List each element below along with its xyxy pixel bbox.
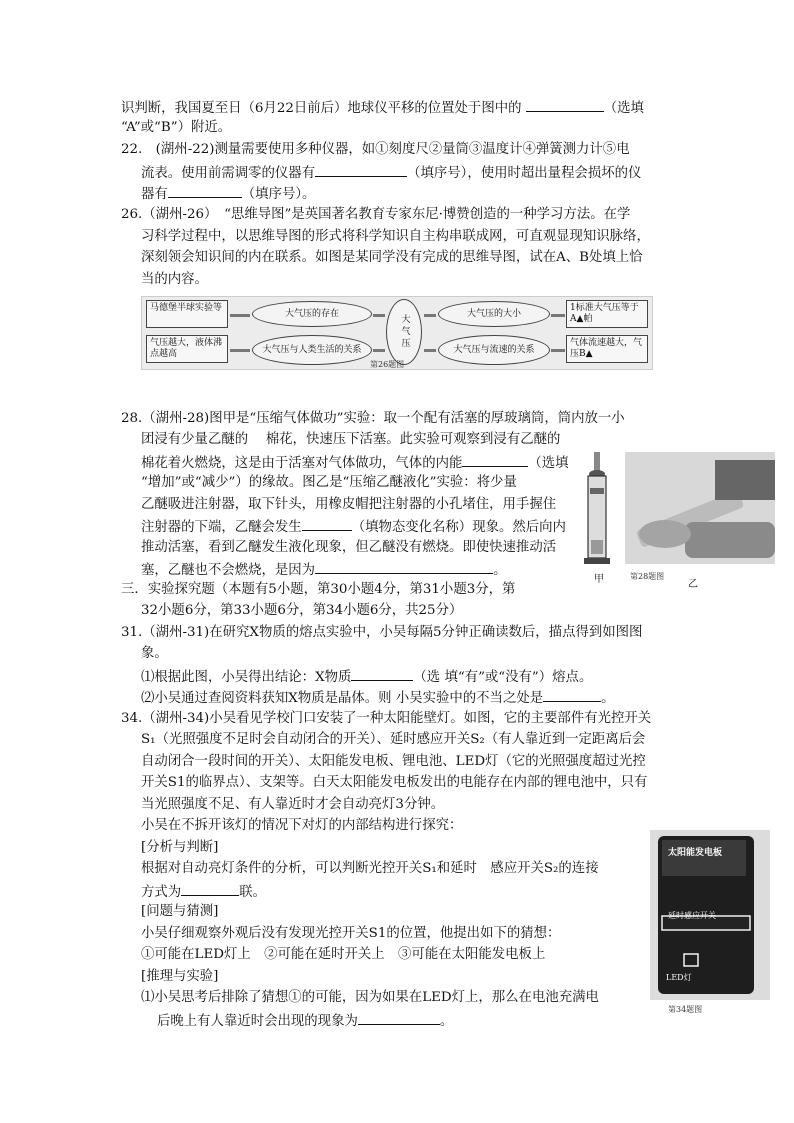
text-line: 34.（湖州-34)小吴看见学校门口安装了一种太阳能壁灯。如图，它的主要部件有光控开关 xyxy=(121,711,652,726)
arrow xyxy=(230,349,250,352)
text-line: ⑴根据此图，小吴得出结论：X物质 （选 填“有”或“没有”）熔点。 xyxy=(141,666,592,688)
text-line: 根据对自动亮灯条件的分析，可以判断光控开关S₁和延时 感应开关S₂的连接 xyxy=(141,861,599,876)
mindmap-figure xyxy=(141,296,653,370)
text-line: 识判断，我国夏至日（6月22日前后）地球仪平移的位置处于图中的 （选填 xyxy=(121,97,644,119)
text-line: 自动闭合一段时间的开关）、太阳能发电板、锂电池、LED灯（它的光照强度超过光控 xyxy=(141,754,646,769)
text-line: 小吴在不拆开该灯的情况下对灯的内部结构进行探究： xyxy=(141,818,463,833)
text-line: ⑵小吴通过查阅资料获知X物质是晶体。则 小吴实验中的不当之处是 。 xyxy=(141,687,615,709)
arrow xyxy=(230,314,250,317)
text-line: 习科学过程中，以思维导图的形式将科学知识自主构串联成网，可直观显现知识脉络， xyxy=(141,229,650,244)
mindmap-node-size: 大气压的大小 xyxy=(438,301,550,327)
mindmap-center: 大气压 xyxy=(386,299,422,365)
text-line: 22. (湖州-22)测量需要使用多种仪器，如①刻度尺②量筒③温度计④弹簧测力计⑤电 xyxy=(121,142,630,157)
text-line: 当的内容。 xyxy=(141,272,208,287)
arrow xyxy=(424,314,436,317)
text-line: 26.（湖州-26） “思维导图”是英国著名教育专家东尼·博赞创造的一种学习方法。在学 xyxy=(121,207,631,222)
label-jia: 甲 xyxy=(594,574,604,585)
text-line: 棉花着火燃烧，这是由于活塞对气体做功，气体的内能 （选填 xyxy=(141,452,569,474)
text-line: 团浸有少量乙醚的 棉花，快速压下活塞。此实验可观察到浸有乙醚的 xyxy=(141,432,561,447)
figure-caption: 第26题图 xyxy=(370,360,405,369)
arrow xyxy=(551,314,565,317)
text-line: “增加”或“减少”）的缘故。图乙是“压缩乙醚液化”实验：将少量 xyxy=(141,475,517,490)
label-yi: 乙 xyxy=(688,579,698,590)
text-line: [问题与猜测] xyxy=(141,904,219,919)
mindmap-box-right-bottom: 气体流速越大，气压B▲ xyxy=(566,335,648,363)
arrow xyxy=(424,349,436,352)
text-line: 方式为 联。 xyxy=(141,881,266,903)
arrow xyxy=(373,349,385,352)
mindmap-node-flow: 大气压与流速的关系 xyxy=(438,335,550,365)
figure-caption: 第34题图 xyxy=(668,1005,703,1014)
arrow xyxy=(551,349,565,352)
text-line: 开关S1的临界点）、支架等。白天太阳能发电板发出的电能存在内部的锂电池中，只有 xyxy=(141,775,648,790)
text-line: ⑴小吴思考后排除了猜想①的可能，因为如果在LED灯上，那么在电池充满电 xyxy=(141,990,599,1005)
text-line: 推动活塞，看到乙醚发生液化现象，但乙醚没有燃烧。即使快速推动活 xyxy=(141,540,557,555)
syringe-hand-photo xyxy=(625,452,775,564)
text-line: 28.（湖州-28)图甲是“压缩气体做功”实验：取一个配有活塞的厚玻璃筒，筒内放一小 xyxy=(121,411,625,426)
text-line: 三．实验探究题（本题有5小题，第30小题4分，第31小题3分，第 xyxy=(121,582,516,597)
text-line: 象。 xyxy=(141,646,168,661)
text-line: 后晚上有人靠近时会出现的现象为 。 xyxy=(157,1010,453,1032)
label-led: LED灯 xyxy=(666,973,692,982)
text-line: “A”或“B”）附近。 xyxy=(121,120,232,135)
arrow xyxy=(373,314,385,317)
text-line: 小吴仔细观察外观后没有发现光控开关S1的位置，他提出如下的猜想： xyxy=(141,926,561,941)
text-line: [推理与实验] xyxy=(141,969,219,984)
text-line: ①可能在LED灯上 ②可能在延时开关上 ③可能在太阳能发电板上 xyxy=(141,947,546,962)
text-line: 31.（湖州-31)在研究X物质的熔点实验中，小吴每隔5分钟正确读数后，描点得到如图图 xyxy=(121,625,643,640)
text-line: 乙醚吸进注射器，取下针头，用橡皮帽把注射器的小孔堵住，用手握住 xyxy=(141,497,557,512)
compression-tube-figure xyxy=(578,448,618,570)
text-line: 注射器的下端，乙醚会发生 （填物态变化名称）现象。然后向内 xyxy=(141,516,566,538)
text-line: 32小题6分，第33小题6分，第34小题6分，共25分） xyxy=(141,603,463,618)
label-solar-panel: 太阳能发电板 xyxy=(668,848,723,858)
mindmap-box-left-bottom: 气压越大，液体沸点越高 xyxy=(146,335,228,363)
figure-caption: 第28题图 xyxy=(630,572,665,581)
text-line: 深刻领会知识间的内在联系。如图是某同学没有完成的思维导图，试在A、B处填上恰 xyxy=(141,250,643,265)
text-line: 当光照强度不足、有人靠近时才会自动亮灯3分钟。 xyxy=(141,797,445,812)
mindmap-box-left-top: 马德堡半球实验等 xyxy=(146,300,228,328)
text-line: 塞，乙醚也不会燃烧，是因为 。 xyxy=(141,559,506,581)
text-line: [分析与判断] xyxy=(141,840,219,855)
mindmap-box-right-top: 1标准大气压等于A▲帕 xyxy=(566,300,648,328)
text-line: S₁（光照强度不足时会自动闭合的开关）、延时感应开关S₂（有人靠近到一定距离后会 xyxy=(141,732,646,747)
mindmap-node-existence: 大气压的存在 xyxy=(252,301,372,327)
text-line: 流表。使用前需调零的仪器有 （填序号），使用时超出量程会损坏的仪 xyxy=(141,162,641,184)
label-delay-switch: 延时感应开关 xyxy=(668,911,716,920)
text-line: 器有 （填序号）。 xyxy=(141,183,315,205)
mindmap-node-life: 大气压与人类生活的关系 xyxy=(252,335,372,365)
